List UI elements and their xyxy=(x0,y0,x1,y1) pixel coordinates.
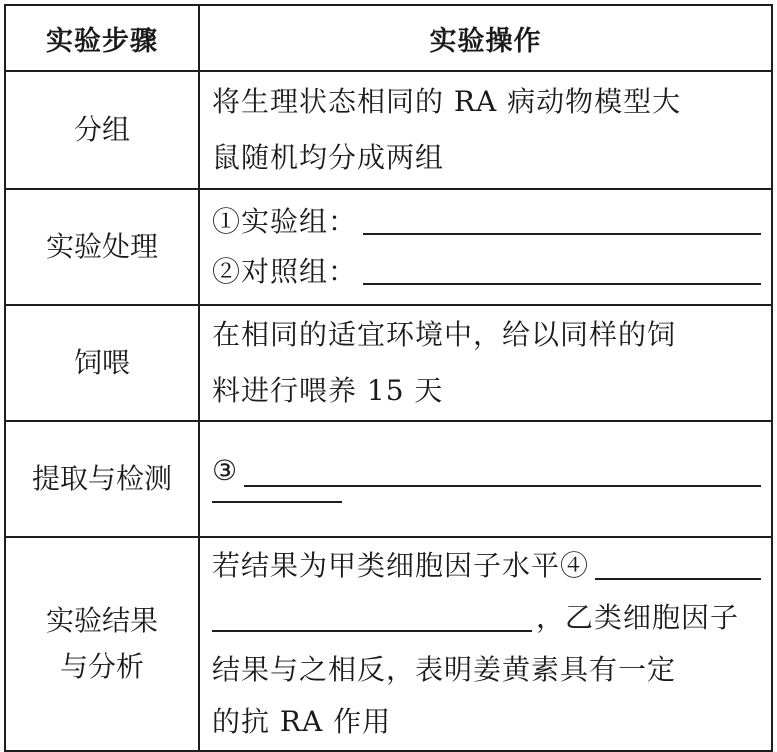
answer-blank[interactable] xyxy=(212,499,342,503)
table-row xyxy=(5,189,772,305)
step-cell: 饲喂 xyxy=(5,305,199,421)
step-label-line-1: 实验结果 xyxy=(45,604,158,637)
answer-line-2 xyxy=(212,247,761,297)
operation-line: 将生理状态相同的 RA 病动物模型大 xyxy=(212,85,682,118)
answer-blank[interactable] xyxy=(363,281,761,285)
table-row xyxy=(5,305,772,421)
operation-cell xyxy=(199,537,772,751)
table-row xyxy=(5,71,772,189)
operation-cell xyxy=(199,71,772,189)
answer-blank[interactable] xyxy=(595,576,761,580)
step-label-line-2: 与分析 xyxy=(59,650,144,683)
result-line-2 xyxy=(212,592,761,644)
answer-line-2 xyxy=(212,499,761,515)
result-line-4: 的抗 RA 作用 xyxy=(212,705,392,738)
step-cell xyxy=(5,537,199,751)
result-text: ，乙类细胞因子 xyxy=(536,601,740,634)
answer-line-1 xyxy=(212,197,761,247)
operation-line: 在相同的适宜环境中，给以同样的饲 xyxy=(212,318,677,351)
answer-line-1 xyxy=(212,443,761,499)
result-line-1 xyxy=(212,540,761,592)
header-operation: 实验操作 xyxy=(199,5,772,71)
step-cell: 提取与检测 xyxy=(5,421,199,537)
experiment-table-container xyxy=(4,4,773,748)
table-row xyxy=(5,421,772,537)
control-group-label: ②对照组： xyxy=(212,255,358,288)
header-step: 实验步骤 xyxy=(5,5,199,71)
result-line-3: 结果与之相反，表明姜黄素具有一定 xyxy=(212,653,677,686)
step-cell: 实验处理 xyxy=(5,189,199,305)
table-header-row xyxy=(5,5,772,71)
operation-cell xyxy=(199,189,772,305)
item-3-label: ③ xyxy=(212,454,239,487)
operation-line: 鼠随机均分成两组 xyxy=(212,141,445,174)
answer-blank[interactable] xyxy=(363,231,761,235)
experiment-group-label: ①实验组： xyxy=(212,205,358,238)
answer-blank[interactable] xyxy=(212,628,532,632)
table-row xyxy=(5,537,772,751)
operation-cell xyxy=(199,421,772,537)
answer-blank[interactable] xyxy=(244,483,761,487)
operation-line: 料进行喂养 15 天 xyxy=(212,374,444,407)
result-text: 若结果为甲类细胞因子水平④ xyxy=(212,549,590,582)
experiment-table xyxy=(4,4,773,752)
step-cell: 分组 xyxy=(5,71,199,189)
operation-cell xyxy=(199,305,772,421)
